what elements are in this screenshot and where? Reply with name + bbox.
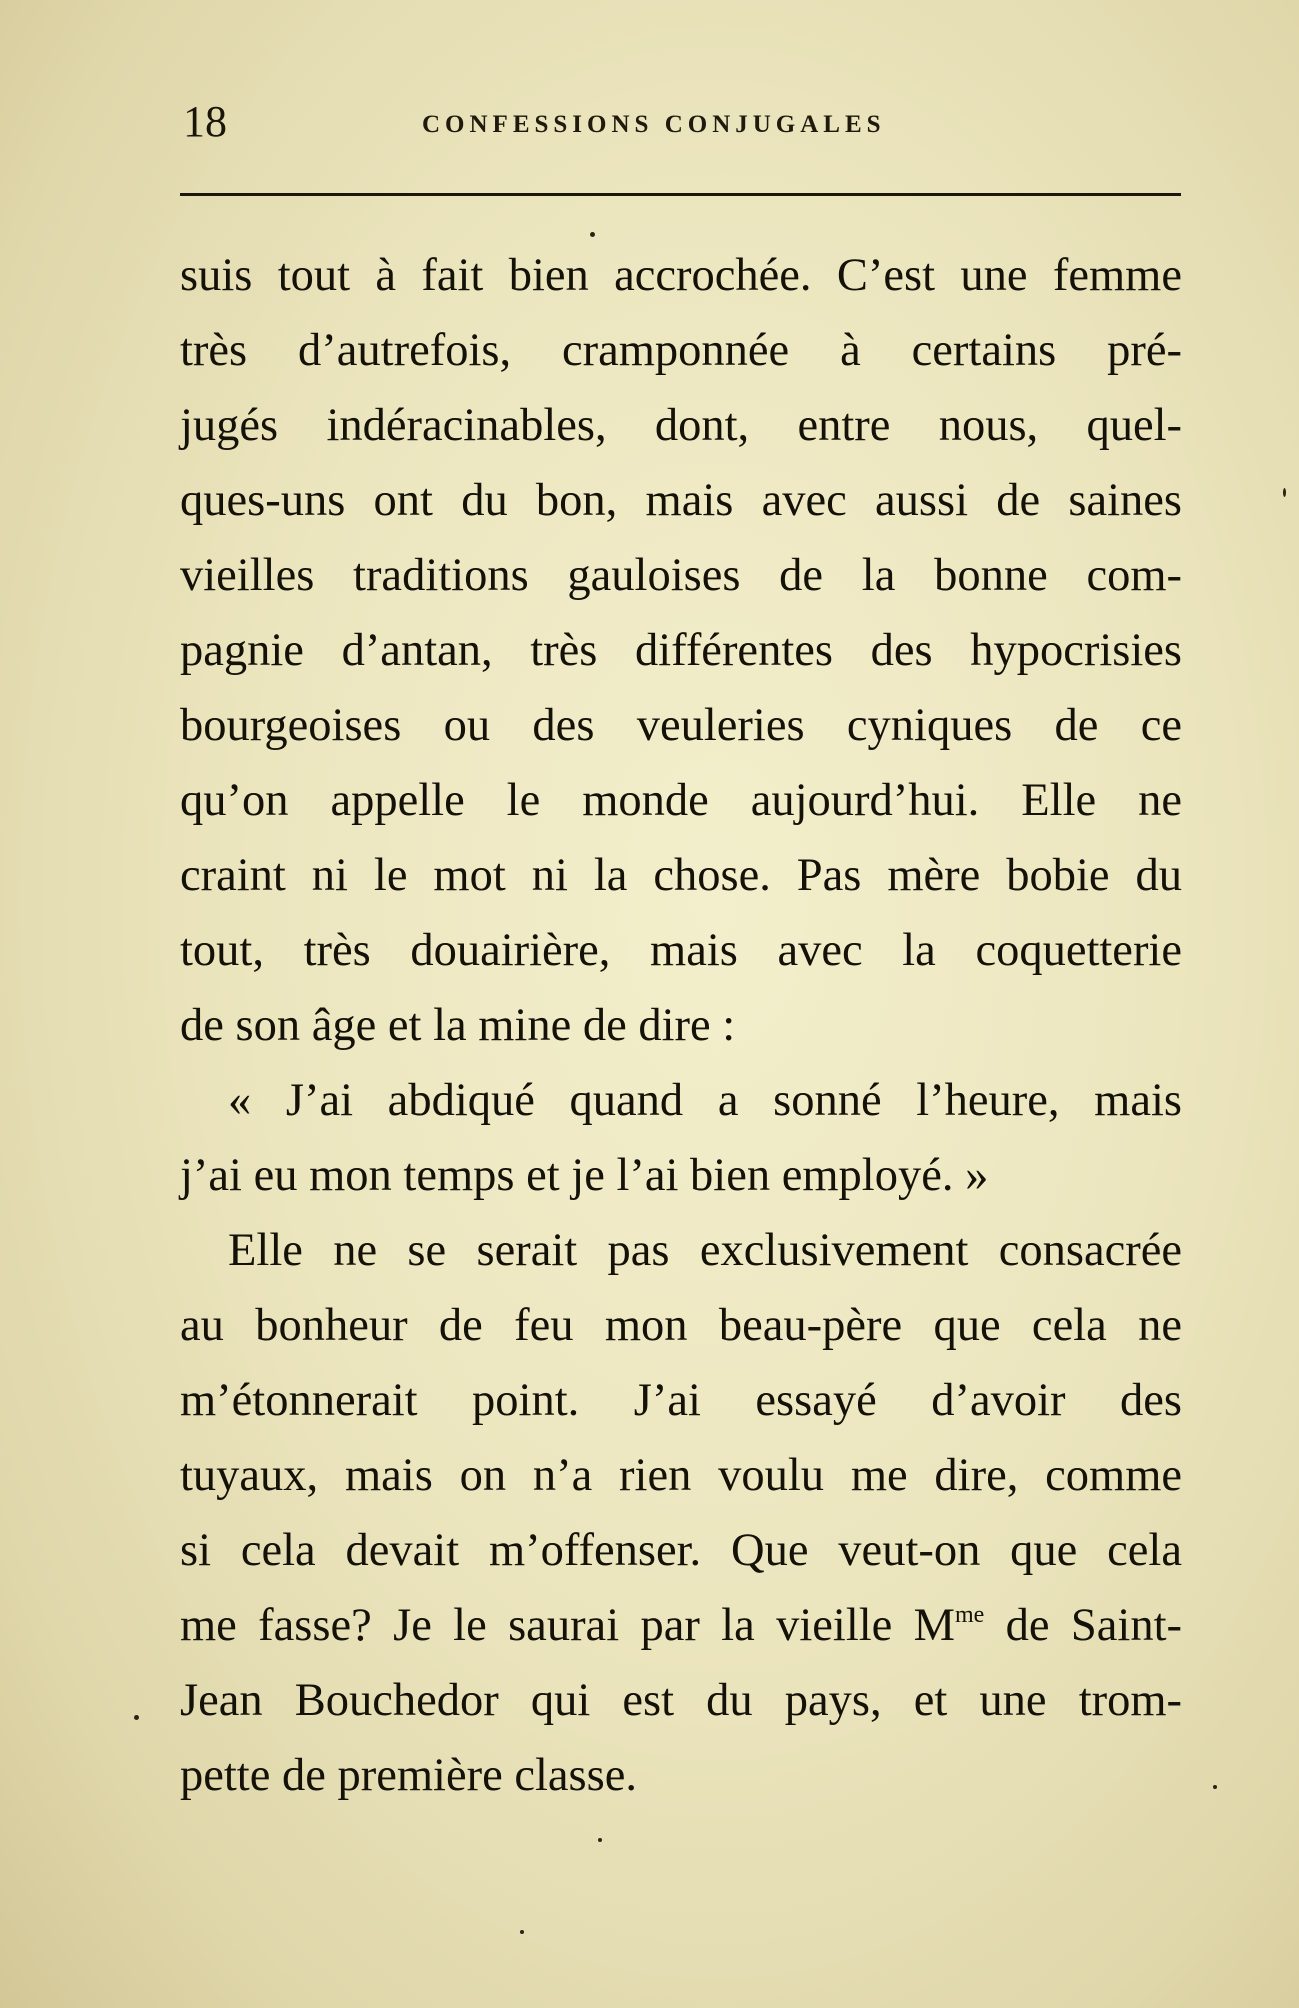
text-line: au bonheur de feu mon beau-père que cela ne [180, 1300, 1182, 1351]
text-line: suis tout à fait bien accrochée. C’est une femme [180, 250, 1182, 301]
text-line: tout, très douairière, mais avec la coquetterie [180, 925, 1182, 976]
paper-speck [1213, 1785, 1217, 1789]
quote-line: j’ai eu mon temps et je l’ai bien employé. » [180, 1150, 989, 1201]
paper-speck [1283, 488, 1286, 497]
text-line: très d’autrefois, cramponnée à certains pré- [180, 325, 1182, 376]
page-number: 18 [183, 97, 227, 146]
text-line: jugés indéracinables, dont, entre nous, quel- [180, 400, 1182, 451]
text-line: bourgeoises ou des veuleries cyniques de ce [180, 700, 1182, 751]
paper-speck [598, 1838, 602, 1842]
text-line: ques-uns ont du bon, mais avec aussi de saines [180, 475, 1182, 526]
quote-line: « J’ai abdiqué quand a sonné l’heure, mais [228, 1075, 1182, 1126]
paragraph-first-line: Elle ne se serait pas exclusivement consacrée [228, 1225, 1182, 1276]
running-title: CONFESSIONS CONJUGALES [422, 111, 886, 138]
text-line: si cela devait m’offenser. Que veut-on que cela [180, 1525, 1182, 1576]
text-line: pette de première classe. [180, 1750, 638, 1801]
superscript-abbreviation: me [955, 1602, 985, 1628]
text-segment: de Saint- [984, 1600, 1182, 1651]
paper-speck [590, 232, 595, 237]
text-line: m’étonnerait point. J’ai essayé d’avoir des [180, 1375, 1182, 1426]
text-line: qu’on appelle le monde aujourd’hui. Elle ne [180, 775, 1182, 826]
paper-speck [520, 1930, 524, 1934]
body-text [180, 238, 1182, 1813]
text-line: craint ni le mot ni la chose. Pas mère bobie du [180, 850, 1182, 901]
text-line: pagnie d’antan, très différentes des hypocrisies [180, 625, 1182, 676]
running-head [180, 92, 1182, 152]
paper-speck [134, 1715, 139, 1720]
text-line: de son âge et la mine de dire : [180, 1000, 736, 1051]
text-line: vieilles traditions gauloises de la bonne com- [180, 550, 1182, 601]
text-line: tuyaux, mais on n’a rien voulu me dire, comme [180, 1450, 1182, 1501]
text-segment: me fasse? Je le saurai par la vieille M [180, 1600, 955, 1651]
text-line: Jean Bouchedor qui est du pays, et une trom- [180, 1675, 1182, 1726]
text-line [180, 1588, 1182, 1663]
header-rule [180, 193, 1181, 196]
